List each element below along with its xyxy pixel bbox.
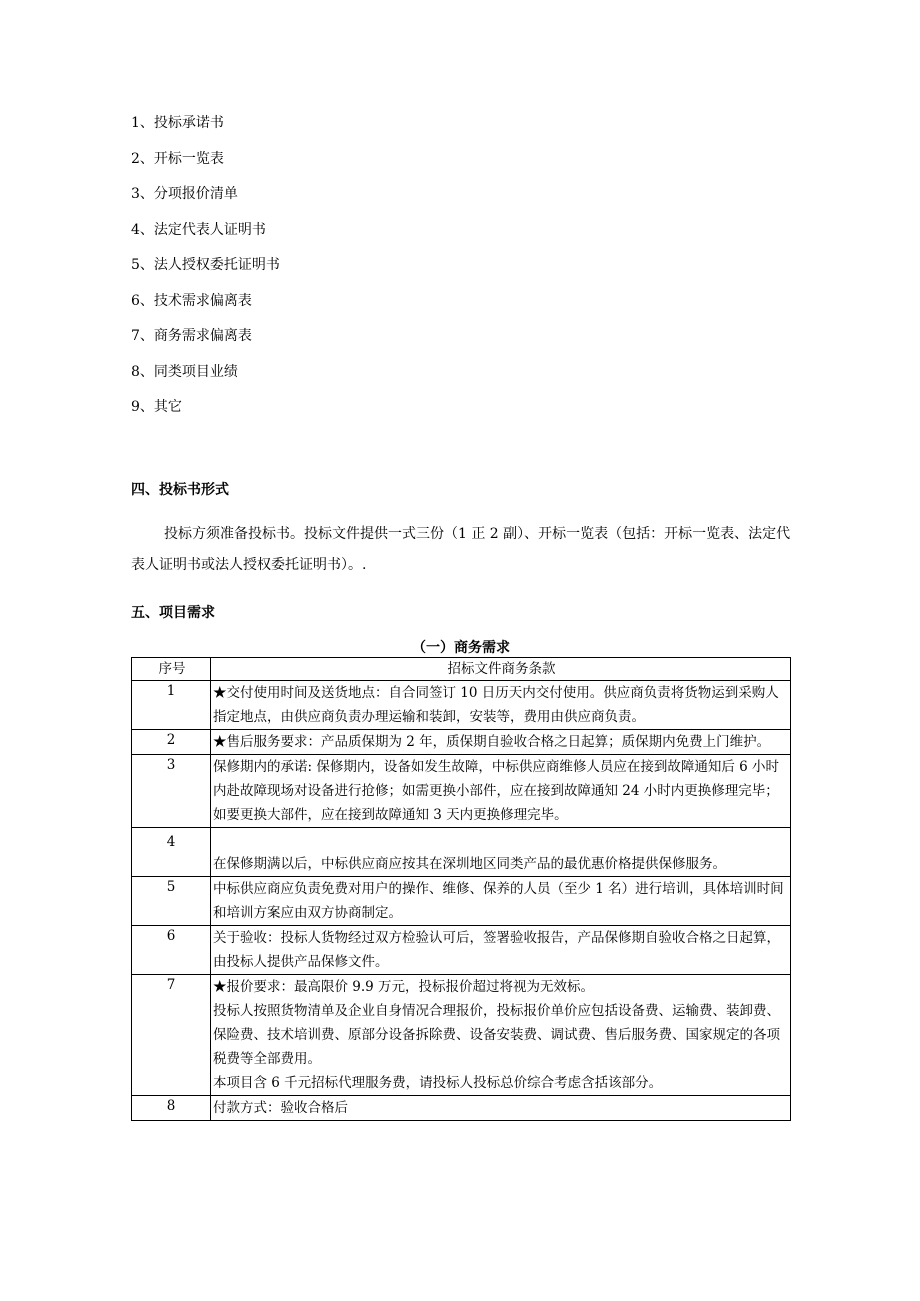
table-row <box>132 1096 791 1121</box>
section-heading-project-requirements: 五、项目需求 <box>131 605 215 621</box>
row-number: 3 <box>132 755 211 828</box>
clause-line-blank <box>213 828 790 852</box>
table-row <box>132 755 791 828</box>
clause-line: ★报价要求：最高限价 9.9 万元，投标报价超过将视为无效标。 <box>213 979 595 995</box>
clause-line: 在保修期满以后，中标供应商应按其在深圳地区同类产品的最优惠价格提供保修服务。 <box>213 856 726 872</box>
table-caption: （一）商务需求 <box>412 640 510 656</box>
row-clause <box>211 1096 791 1121</box>
row-number: 8 <box>132 1096 211 1121</box>
row-clause <box>211 730 791 755</box>
list-item: 8、同类项目业绩 <box>131 363 238 380</box>
attachment-list <box>131 112 280 432</box>
list-item: 5、法人授权委托证明书 <box>131 257 280 273</box>
table-row <box>132 926 791 975</box>
list-item: 4、法定代表人证明书 <box>131 221 266 238</box>
clause-line: 付款方式：验收合格后 <box>213 1100 348 1116</box>
row-clause <box>211 926 791 975</box>
bid-format-paragraph: 投标方须准备投标书。投标文件提供一式三份（1 正 2 副）、开标一览表（包括：开标一览表、法定代表人证明书或法人授权委托证明书）。. <box>131 526 791 573</box>
list-item: 7、商务需求偏离表 <box>131 328 252 344</box>
table-row <box>132 877 791 926</box>
table-row <box>132 681 791 730</box>
header-clause: 招标文件商务条款 <box>211 658 791 681</box>
clause-line: 投标人按照货物清单及企业自身情况合理报价，投标报价单价应包括设备费、运输费、装卸费、保险费、技术培训费、原部分设备拆除费、设备安装费、调试费、售后服务费、国家规定的各项税费等全部费用。 <box>213 1003 780 1067</box>
list-item: 3、分项报价清单 <box>131 186 238 202</box>
row-number: 6 <box>132 926 211 975</box>
row-number: 4 <box>132 828 211 877</box>
list-item: 6、技术需求偏离表 <box>131 292 252 309</box>
header-num: 序号 <box>132 658 211 681</box>
row-clause <box>211 755 791 828</box>
list-item: 2、开标一览表 <box>131 150 224 167</box>
clause-line: 关于验收：投标人货物经过双方检验认可后，签署验收报告，产品保修期自验收合格之日起算，由投标人提供产品保修文件。 <box>213 930 780 970</box>
row-number: 2 <box>132 730 211 755</box>
table-header-row <box>132 658 791 681</box>
row-number: 1 <box>132 681 211 730</box>
clause-line: 中标供应商应负责免费对用户的操作、维修、保养的人员（至少 1 名）进行培训，具体培训时间和培训方案应由双方协商制定。 <box>213 881 784 921</box>
row-clause <box>211 975 791 1096</box>
clause-line: 保修期内的承诺: 保修期内，设备如发生故障，中标供应商维修人员应在接到故障通知后 6 小时内赴故障现场对设备进行抢修；如需更换小部件，应在接到故障通知 24 小时内更换修理完毕；如要更换大部件，应在接到故障通知 3 天内更换修理完毕。 <box>213 759 780 823</box>
list-item: 1、投标承诺书 <box>131 115 224 131</box>
row-number: 5 <box>132 877 211 926</box>
row-clause <box>211 828 791 877</box>
table-row <box>132 975 791 1096</box>
table-row <box>132 828 791 877</box>
clause-line: 本项目含 6 千元招标代理服务费，请投标人投标总价综合考虑含括该部分。 <box>213 1075 663 1091</box>
row-clause <box>211 681 791 730</box>
clause-line: ★售后服务要求：产品质保期为 2 年，质保期自验收合格之日起算；质保期内免费上门维护。 <box>213 734 771 750</box>
row-number: 7 <box>132 975 211 1096</box>
table-row <box>132 730 791 755</box>
section-heading-bid-format: 四、投标书形式 <box>131 482 229 498</box>
business-requirements-table <box>131 657 791 1121</box>
list-item: 9、其它 <box>131 399 182 415</box>
clause-line: ★交付使用时间及送货地点：自合同签订 10 日历天内交付使用。供应商负责将货物运到采购人指定地点，由供应商负责办理运输和装卸，安装等，费用由供应商负责。 <box>213 685 779 725</box>
row-clause <box>211 877 791 926</box>
